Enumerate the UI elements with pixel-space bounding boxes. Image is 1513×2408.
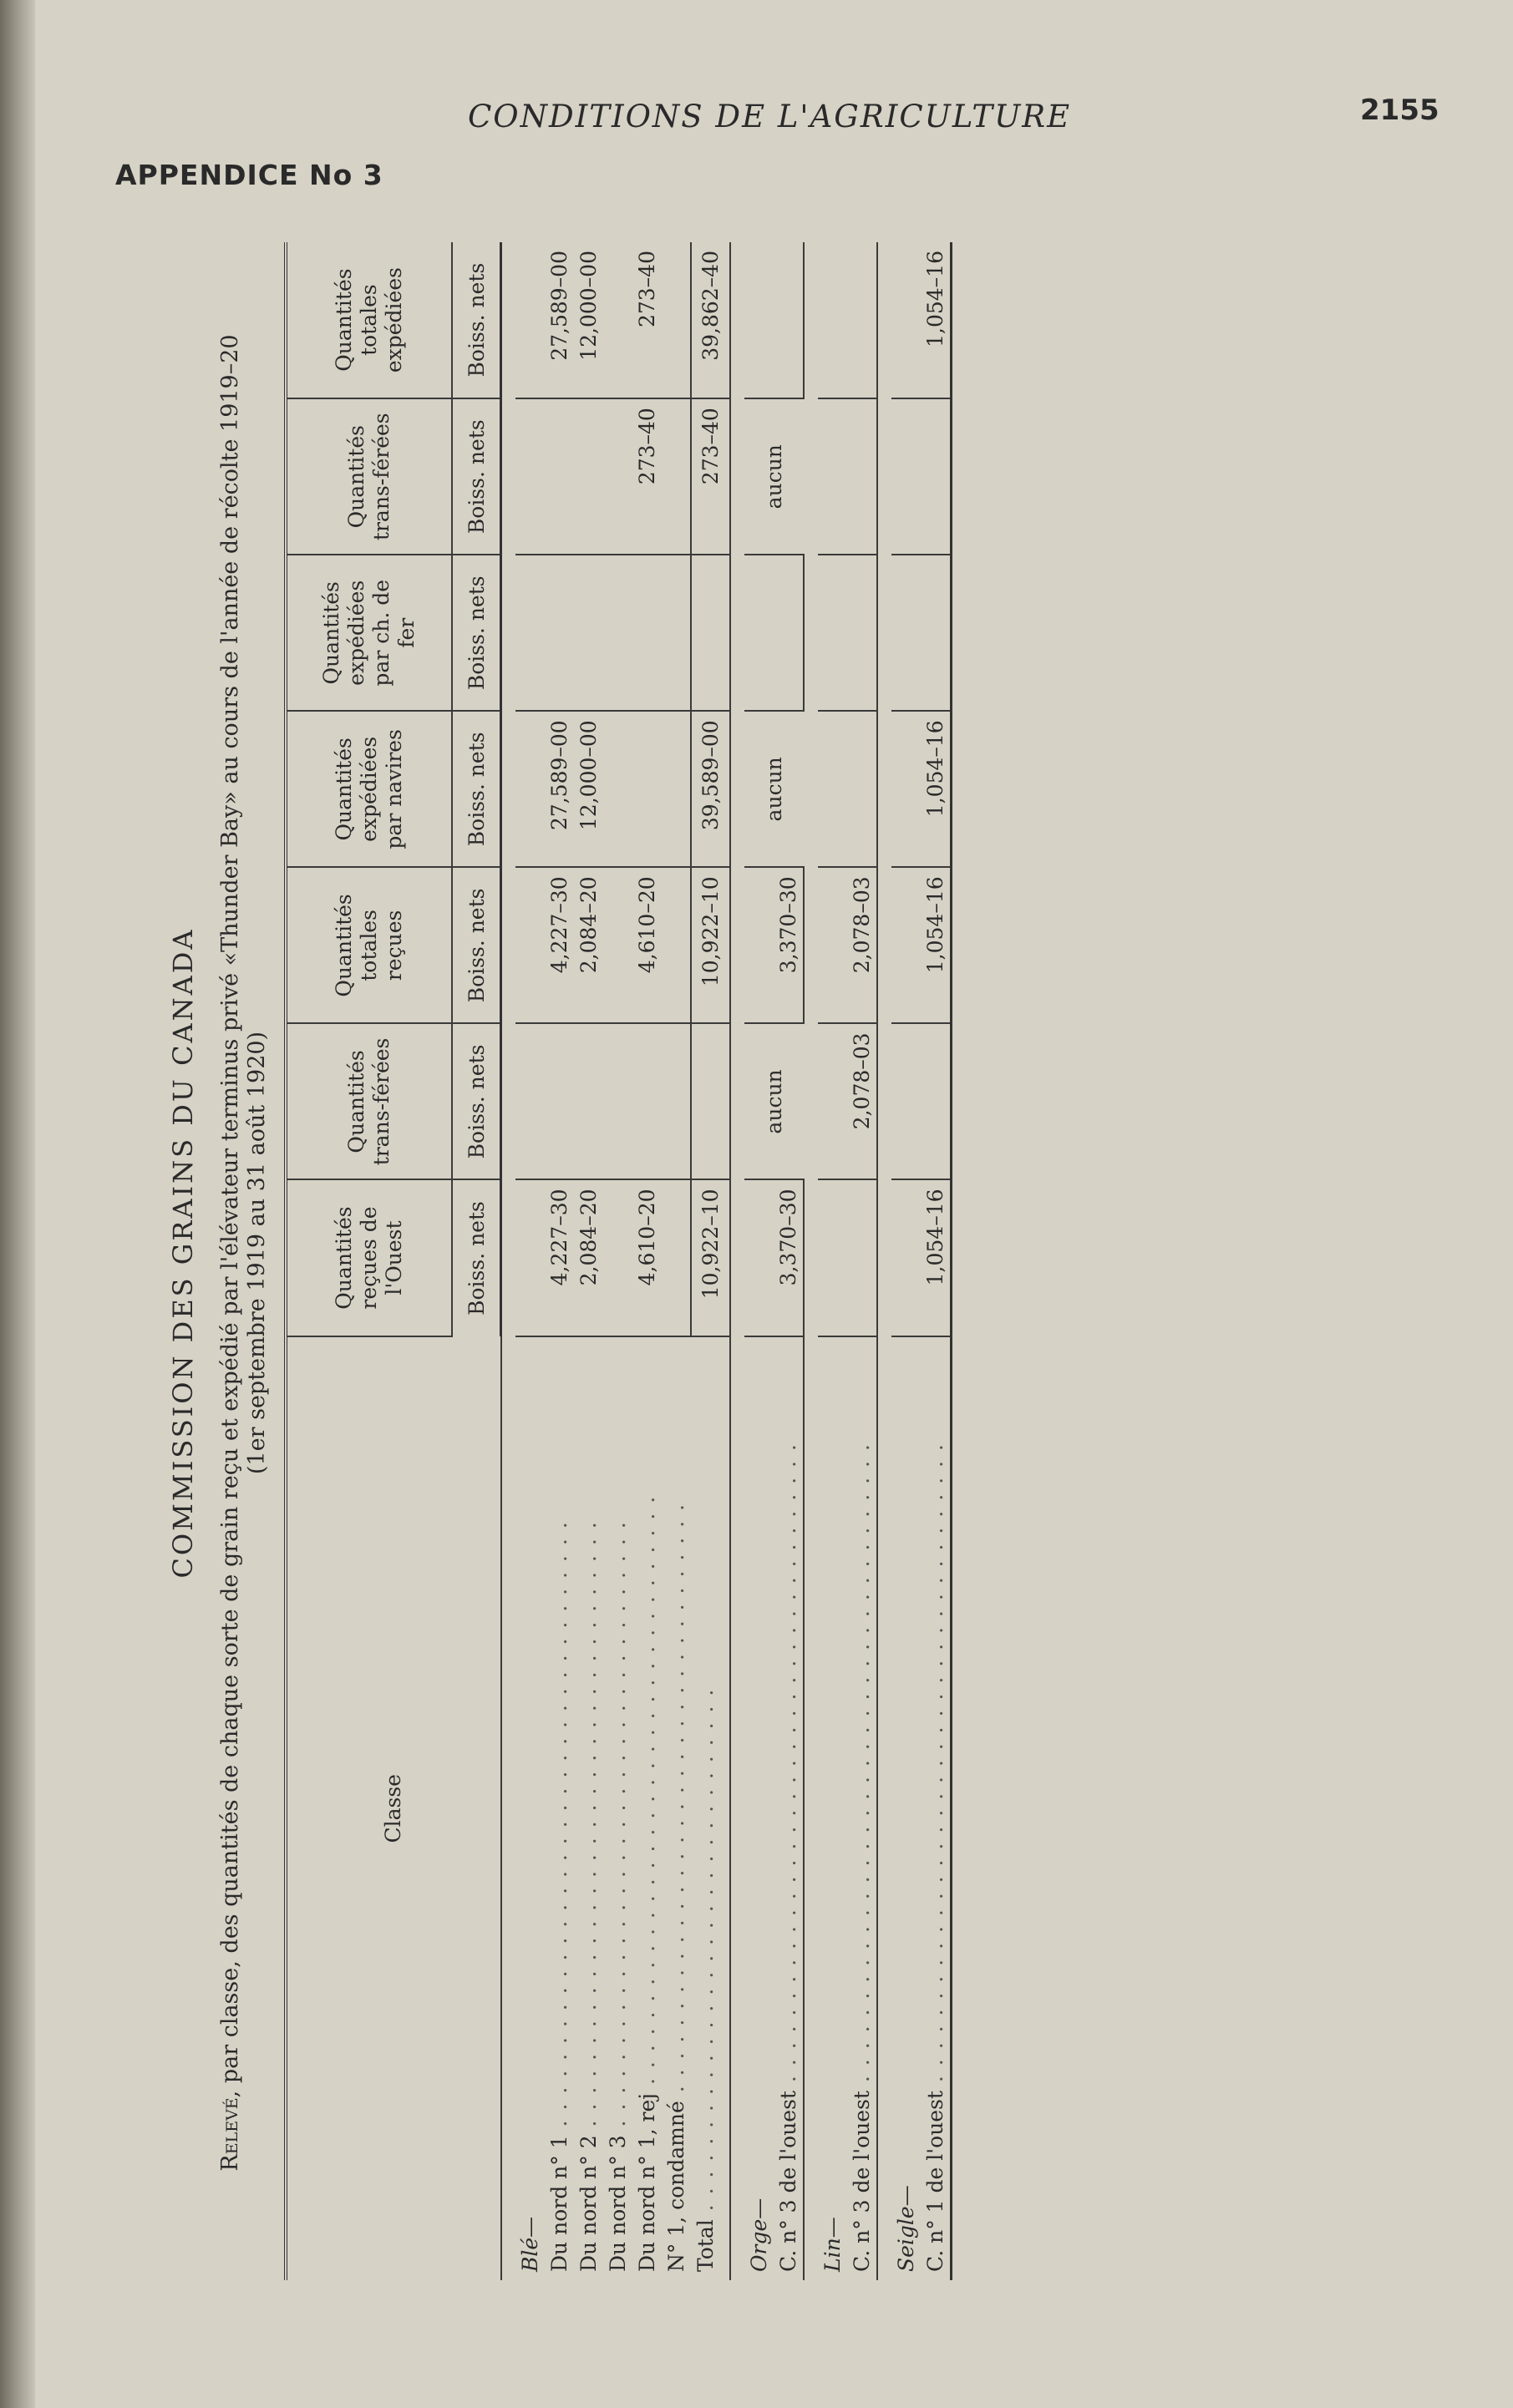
cell xyxy=(574,398,603,555)
commission-title: COMMISSION DES GRAINS DU CANADA xyxy=(167,927,199,1579)
cell: 39,589–00 xyxy=(691,711,730,867)
cell: 1,054–16 xyxy=(921,242,952,398)
cell xyxy=(603,711,632,867)
group-label-ble: Blé— xyxy=(518,2216,542,2272)
cell xyxy=(545,398,574,555)
header-transferees-2: Quantités trans-férées xyxy=(286,398,452,555)
grain-table xyxy=(284,242,952,2280)
unit-label: Boiss. nets xyxy=(452,398,501,555)
table-row xyxy=(818,242,847,2280)
cell: aucun xyxy=(744,1023,804,1179)
cell xyxy=(691,1023,730,1179)
header-totales-expediees: Quantités totales expédiées xyxy=(286,242,452,398)
header-expediees-navires: Quantités expédiées par navires xyxy=(286,711,452,867)
cell xyxy=(662,711,691,867)
running-head: CONDITIONS DE L'AGRICULTURE xyxy=(468,99,1072,134)
row-label: Total xyxy=(693,2219,718,2272)
cell xyxy=(662,1179,691,1336)
cell xyxy=(545,555,574,711)
cell xyxy=(632,1023,662,1179)
header-classe: Classe xyxy=(286,1336,501,2280)
cell: aucun xyxy=(744,711,804,867)
unit-label: Boiss. nets xyxy=(452,1179,501,1336)
table-row: C. n° 1 de l'ouest . . . . . . . . . . . . . . . . . . . . . . . . . . . . . . . . . . . . . . . 1,054–16 1,054–16 1,054–16 1,054–16 xyxy=(921,242,952,2280)
row-label: C. n° 3 de l'ouest xyxy=(850,2091,874,2272)
cell: aucun xyxy=(744,398,804,555)
book-binding-edge xyxy=(0,0,35,2408)
cell: 273–40 xyxy=(632,242,662,398)
group-label-lin: Lin— xyxy=(820,2217,845,2272)
table-row: Du nord n° 3 . . . . . . . . . . . . . . . . . . . . . . . . . . . . . . . . . . . . . xyxy=(603,242,632,2280)
table-row-total: Total . . . . . . . . . . . . . . . . . . . . . . . . . . . . . . . . 10,922–10 10,922–10 39,589–00 273–40 39,862–40 xyxy=(691,242,730,2280)
cell xyxy=(662,1023,691,1179)
row-label: Du nord n° 3 xyxy=(606,2135,630,2272)
unit-label: Boiss. nets xyxy=(452,867,501,1023)
cell: 4,227–30 xyxy=(545,1179,574,1336)
cell: 273–40 xyxy=(691,398,730,555)
cell xyxy=(603,867,632,1023)
unit-label: Boiss. nets xyxy=(452,711,501,867)
cell xyxy=(662,555,691,711)
cell xyxy=(632,711,662,867)
table-row xyxy=(744,242,774,2280)
page-number: 2155 xyxy=(1360,94,1439,127)
cell: 2,084–20 xyxy=(574,867,603,1023)
cell: 12,000–00 xyxy=(574,711,603,867)
row-label: Du nord n° 1 xyxy=(547,2135,571,2272)
caption-lead: Relevé xyxy=(217,2097,243,2172)
table-row: C. n° 3 de l'ouest . . . . . . . . . . . . . . . . . . . . . . . . . . . . . . . . . . . . . . . 2,078–03 2,078–03 xyxy=(847,242,877,2280)
cell: 2,084–20 xyxy=(574,1179,603,1336)
row-label: N° 1, condamné xyxy=(664,2101,688,2272)
cell: 273–40 xyxy=(632,398,662,555)
row-label: Du nord n° 2 xyxy=(576,2135,601,2272)
cell xyxy=(545,1023,574,1179)
table-row: C. n° 3 de l'ouest . . . . . . . . . . . . . . . . . . . . . . . . . . . . . . . . . . . . . . . 3,370–30 3,370–30 xyxy=(774,242,804,2280)
caption-text: , par classe, des quantités de chaque sorte de grain reçu et expédié par l'élévateur terminus privé «Thunder Bay» au cours de l'année de récolte 1919–20 xyxy=(217,334,243,2098)
cell: 10,922–10 xyxy=(691,1179,730,1336)
cell: 27,589–00 xyxy=(545,242,574,398)
cell: 3,370–30 xyxy=(774,867,804,1023)
cell xyxy=(603,1179,632,1336)
group-label-orge: Orge— xyxy=(747,2198,771,2272)
group-label-seigle: Seigle— xyxy=(894,2185,918,2272)
header-totales-recues: Quantités totales reçues xyxy=(286,867,452,1023)
caption-date-range: (1er septembre 1919 au 31 août 1920) xyxy=(244,1031,270,1475)
header-expediees-chfer: Quantités expédiées par ch. de fer xyxy=(286,555,452,711)
cell xyxy=(662,867,691,1023)
cell: 39,862–40 xyxy=(691,242,730,398)
unit-label: Boiss. nets xyxy=(452,555,501,711)
cell: 4,227–30 xyxy=(545,867,574,1023)
table-caption xyxy=(217,200,271,2305)
header-transferees-1: Quantités trans-férées xyxy=(286,1023,452,1179)
header-recues-ouest: Quantités reçues de l'Ouest xyxy=(286,1179,452,1336)
cell: 12,000–00 xyxy=(574,242,603,398)
unit-label: Boiss. nets xyxy=(452,1023,501,1179)
cell: 4,610–20 xyxy=(632,867,662,1023)
cell: 1,054–16 xyxy=(921,711,952,867)
cell xyxy=(603,1023,632,1179)
table-row: Du nord n° 2 . . . . . . . . . . . . . . . . . . . . . . . . . . . . . . . . . . . . . 2,084–20 2,084–20 12,000–00 12,000–00 xyxy=(574,242,603,2280)
appendix-label: APPENDICE No 3 xyxy=(115,159,383,191)
row-label: C. n° 1 de l'ouest xyxy=(923,2091,947,2272)
table-row: Du nord n° 1 . . . . . . . . . . . . . . . . . . . . . . . . . . . . . . . . . . . . . 4,227–30 4,227–30 27,589–00 27,589–00 xyxy=(545,242,574,2280)
cell: 1,054–16 xyxy=(921,1179,952,1336)
cell xyxy=(574,1023,603,1179)
cell xyxy=(662,398,691,555)
row-label: Du nord n° 1, rej xyxy=(635,2093,659,2272)
cell xyxy=(632,555,662,711)
cell: 2,078–03 xyxy=(847,867,877,1023)
rotated-table-page xyxy=(167,200,1061,2305)
cell: 1,054–16 xyxy=(921,867,952,1023)
cell xyxy=(574,555,603,711)
cell xyxy=(603,398,632,555)
cell: 2,078–03 xyxy=(847,1023,877,1179)
cell xyxy=(691,555,730,711)
table-row: Du nord n° 1, rej . . . . . . . . . . . . . . . . . . . . . . . . . . . . . . . . . . . . 4,610–20 4,610–20 273–40 273–40 xyxy=(632,242,662,2280)
table-row xyxy=(891,242,921,2280)
cell xyxy=(662,242,691,398)
unit-label: Boiss. nets xyxy=(452,242,501,398)
row-label: C. n° 3 de l'ouest xyxy=(776,2091,800,2272)
table-row: N° 1, condamné . . . . . . . . . . . . . . . . . . . . . . . . . . . . . . . . . . . . xyxy=(662,242,691,2280)
cell xyxy=(603,242,632,398)
cell: 3,370–30 xyxy=(774,1179,804,1336)
table-row xyxy=(515,242,545,2280)
cell: 10,922–10 xyxy=(691,867,730,1023)
cell: 27,589–00 xyxy=(545,711,574,867)
cell xyxy=(603,555,632,711)
cell: 4,610–20 xyxy=(632,1179,662,1336)
